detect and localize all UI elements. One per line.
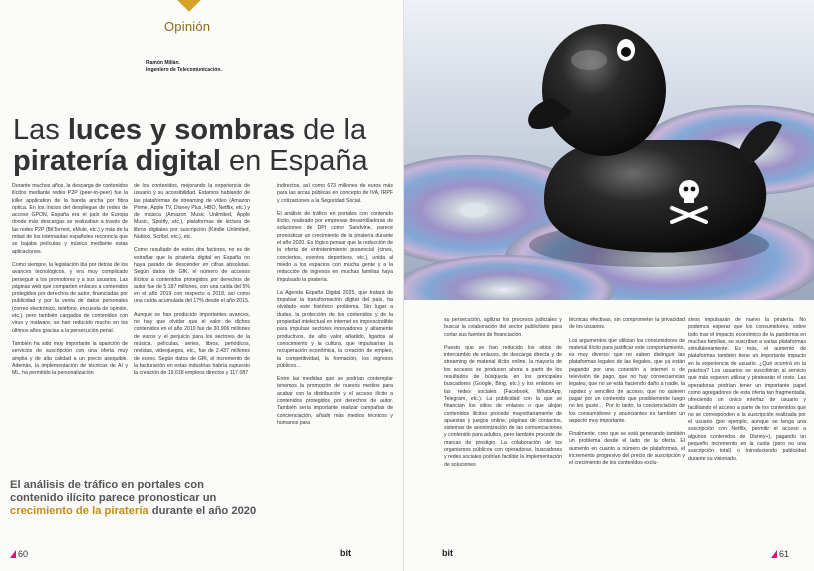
page-number-right xyxy=(771,549,789,559)
article-title xyxy=(13,115,393,177)
section-label: Opinión xyxy=(164,19,211,34)
folio-triangle-icon xyxy=(10,550,16,558)
page-number-text: 61 xyxy=(779,549,790,559)
pull-quote xyxy=(10,479,260,518)
paragraph: de los contenidos, mejorando la experiencia de usuario y su accesibilidad. Estamos hablando de las plataformas de streaming de vídeo (Amazon Prime, Apple TV, Disney Plus, HBO, Netflix, etc.) y de música (Amazon Music Unlimited, Apple Music, Spotify, etc.), plataformas de lectura de libros digitales por suscripción (Kindle Unlimited, Nubico, Scribd, etc.), etc. xyxy=(134,183,250,241)
pullquote-text2: durante el año 2020 xyxy=(148,505,257,517)
right-column-1 xyxy=(444,317,562,475)
paragraph: Como siempre, la legislación iba por detrás de los avances tecnológicos, y era muy complicado perseguir a los promotores y a sus usuarios. Las páginas web que comparten enlaces a contenidos protegidos por derechos de autor, financiadas por publicidad y por la venta de datos personales (correo electrónico, teléfono, encuesta de opinión, etc.), pero también cargados de contenidos con virus y malware, se han reducido mucho en los últimos años gracias a la persecución penal. xyxy=(12,261,128,334)
folio-triangle-icon xyxy=(771,550,777,558)
author-role: Ingeniero de Telecomunicación. xyxy=(146,67,222,73)
title-part3: en España xyxy=(220,145,368,178)
section-tab-diamond xyxy=(176,0,201,12)
title-part2: de la xyxy=(295,114,367,147)
right-page xyxy=(404,0,814,571)
pullquote-highlight: crecimiento de la piratería xyxy=(10,505,149,517)
paragraph: Puesto que se han reducido los sitios de intercambio de enlaces, de descarga directa y de streaming de material ilícito online, la mayoría de los accesos se producen ahora a partir de los resultados de búsqueda en los principales buscadores (Google, Bing, etc.) y los enlaces en las redes sociales (Facebook, WhatsApp, Telegram, etc.). La publicidad con la que se financian los sitios de enlaces o que alojan contenidos ilícitos procede mayoritariamente de apuestas y juegos online, páginas de contactos, sistemas de anonimización de las comunicaciones y contenido para adultos, pero también procede de marcas de prestigio. La colaboración de los organismos públicos con operadoras, buscadores y redes sociales podrían facilitar la implementación de soluciones xyxy=(444,344,562,468)
paragraph: También ha sido muy importante la aparición de servicios de suscripción con una oferta muy amplia y de alta calidad a un precio asequible. Además, la implementación de técnicas de AI y ML, ha permitido la personalización xyxy=(12,340,128,377)
left-page xyxy=(0,0,404,571)
paragraph: Como resultado de estos dos factores, no es de extrañar que la piratería digital en España no haya parado de descender en cifras absolutas. Según datos de GfK, el número de accesos ilícitos a contenidos protegidos por derechos de autor fue de 5.187 millones, con una caída del 5% en el año 2019 con respecto a 2018, así como una caída acumulada del 17% desde el año 2015. xyxy=(134,247,250,305)
left-column-1 xyxy=(12,183,128,383)
right-column-2 xyxy=(569,317,685,474)
duck-on-discs-illustration xyxy=(404,0,814,300)
left-column-2 xyxy=(134,183,250,383)
paragraph: Entre las medidas que se podrían contemplar tenemos la promoción de nuevos medios para acabar con la distribución y el acceso ilícito a contenidos protegidos por derechos de autor. También sería importante realizar campañas de concienciación, añadir más medios técnicos y humanos para xyxy=(277,376,393,426)
paragraph: indirectos, así como 673 millones de euros más para las arcas públicas en concepto de IVA, IRPF y cotizaciones a la Seguridad Social. xyxy=(277,183,393,204)
author-name: Ramón Millán. xyxy=(146,60,180,66)
paragraph: Aunque se han producido importantes avances, no hay que olvidar que el valor de dichos contenidos en el año 2019 fue de 30.906 millones de euros y el perjuicio para los sectores de la música, películas, series, libros, periódicos, revistas, videojuegos, etc., fue de 2.437 millones de euros. Según datos de GfK, el incremento de la facturación en estas industrias habría supuesto la creación de 19.618 empleos directos y 117.087 xyxy=(134,311,250,377)
brand-right: bit xyxy=(442,548,453,558)
paragraph: El análisis de tráfico en portales con contenido ilícito, realizado por empresas desarrolladoras de soluciones de DPI como Sandvine, parece pronosticar un crecimiento de la piratería durante el año 2020. Es lógico pensar que la reducción de la oferta de entretenimiento presencial (cines, conciertos, eventos deportivos, etc.), unida al miedo a los espacios con mucha gente y a la reducción de ingresos en muchas familias haya impulsado la piratería. xyxy=(277,210,393,283)
page-number-text: 60 xyxy=(18,549,29,559)
page-number-left xyxy=(10,549,28,559)
paragraph: Finalmente, creo que se está generando también un problema desde el lado de la oferta. El aumento en cuanto a número de plataformas, el incremento progresivo del precio de suscripción y el crecimiento de los contenidos exclu- xyxy=(569,431,685,467)
pullquote-text1: El análisis de tráfico en portales con contenido ilícito parece pronosticar un xyxy=(10,479,217,504)
paragraph: Durante muchos años, la descarga de contenidos ilícitos mediante redes P2P (peer-to-peer) fue la killer application de la banda ancha por fibra óptica. En los inicios del despliegue de redes de acceso GPON, España era el país de Europa donde más descargas se realizaban a través de las redes P2P (BitTorrent, eMule, etc.) y más de la mitad de los internautas españoles reconocía que se bajaba películas y música mediante estas aplicaciones. xyxy=(12,183,128,255)
right-column-3 xyxy=(688,317,806,469)
title-part1: Las xyxy=(13,114,68,147)
title-highlight2: piratería digital xyxy=(13,145,221,178)
paragraph: Los argumentos que utilizan los consumidores de material ilícito para justificar este comportamiento, es muy diverso: que no saben distinguir las plataformas legales de las ilegales, que ya están pagando por una conexión a internet o de televisión de pago, que no hay consecuencias legales, que no se está haciendo daño a nadie, la rapidez y sencillez de acceso, que no quieren pagar por un contenido que posiblemente luego no les guste… Por lo tanto, la concienciación de los consumidores y anunciantes es también un aspecto muy importante. xyxy=(569,337,685,424)
brand-left: bit xyxy=(340,548,351,558)
title-highlight1: luces y sombras xyxy=(67,114,296,147)
paragraph: su persecución, agilizar los procesos judiciales y buscar la colaboración del sector publicitario para cortar sus fuentes de financiación. xyxy=(444,317,562,338)
paragraph: técnicas efectivas, sin comprometer la privacidad de los usuarios. xyxy=(569,317,685,331)
author-block xyxy=(146,60,266,74)
paragraph: La Agenda España Digital 2025, que tratará de impulsar la transformación digital del país, ha olvidado este histórico problema. Sin lugar a dudas, la protección de los contenidos y de la propiedad intelectual en internet es imprescindible para impulsar sectores innovadores y altamente productivos, de alto valor añadido, ligados al conocimiento y la cultura, que impulsarían la recuperación económica, la creación de empleo, la competitividad, la formación, los ingresos públicos… xyxy=(277,289,393,369)
left-column-3 xyxy=(277,183,393,433)
rubber-duck-photo xyxy=(404,0,814,300)
paragraph: sivos impulsarán de nuevo la piratería. No podemos esperar que los consumidores, sobre todo tras el impacto económico de la pandemia en muchas familias, se suscriban a varias plataformas simultáneamente. Es más, el aumento de plataformas también tiene un importante impacto en la experiencia de usuario. ¿Qué ocurrirá en la práctica? Los usuarios se suscribirán al servicio que más esperen utilizar y piratearán el resto. Las operadoras podrían tener un importante papel como agregadores de esta oferta tan fragmentada, ofreciendo un único interfaz de usuario y facilitando el acceso a parte de los contenidos que no se corresponden a la suscripción realizada por el usuario (por ejemplo, aunque se tenga una suscripción con Netflix, permitir el acceso a algunos contenidos de Disney+), pagando un pequeño incremento en la cuota (pero no una suscripción total) o introduciendo publicidad durante su visionado. xyxy=(688,317,806,462)
